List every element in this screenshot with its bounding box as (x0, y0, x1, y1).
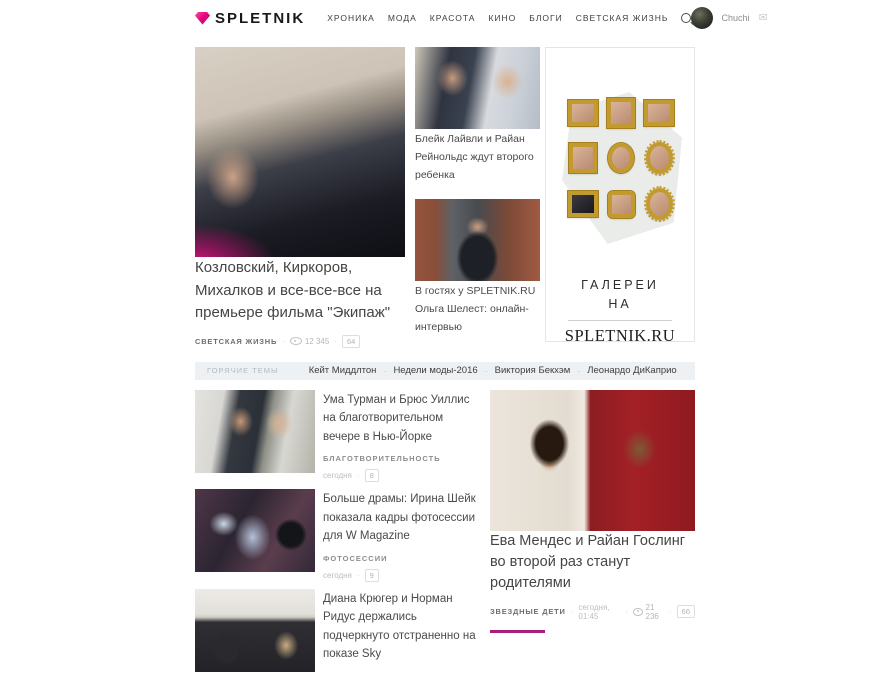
promo-brand-text: SPLETNIK.RU (564, 325, 676, 345)
list-text (323, 390, 480, 483)
topic-victoria-beckham[interactable]: Виктория Бекхэм (494, 365, 571, 376)
portrait-frame-icon (568, 100, 598, 126)
site-logo-text: SPLETNIK (215, 9, 306, 27)
topic-separator: · (383, 365, 387, 376)
list-item (195, 589, 480, 672)
meta-separator: · (625, 607, 628, 617)
list-meta-1 (323, 469, 480, 482)
highlight-meta (490, 603, 695, 621)
promo-line1: ГАЛЕРЕИ (581, 278, 659, 292)
highlight-comments-badge[interactable]: 66 (677, 605, 695, 618)
list-thumb-1[interactable] (195, 390, 315, 473)
eye-icon (633, 608, 643, 616)
promo-caption (546, 276, 694, 346)
user-area (691, 7, 773, 29)
nav-item-society[interactable]: СВЕТСКАЯ ЖИЗНЬ (575, 13, 669, 23)
list-comments-badge-1[interactable]: 8 (365, 469, 379, 482)
meta-separator: · (356, 570, 360, 580)
topic-leonardo-dicaprio[interactable]: Леонардо ДиКаприо (587, 365, 677, 376)
secondary-photo-2[interactable] (415, 199, 540, 281)
list-item (195, 489, 480, 582)
galleries-promo-banner[interactable] (545, 47, 695, 345)
topic-separator: · (577, 365, 581, 376)
secondary-title-1[interactable]: Блейк Лайвли и Райан Рейнольдс ждут второго ребенка (415, 133, 534, 181)
nav-item-beauty[interactable]: КРАСОТА (429, 13, 476, 23)
list-category-2[interactable]: ФОТОСЕССИИ (323, 553, 388, 563)
portrait-frame-icon (646, 142, 673, 174)
portrait-frames-grid (564, 98, 678, 220)
list-date-2: сегодня (323, 570, 352, 580)
portrait-frame-icon (607, 98, 635, 128)
portrait-frame-icon (644, 100, 674, 126)
nav-item-chronicle[interactable]: ХРОНИКА (327, 13, 375, 23)
list-text (323, 489, 480, 582)
hot-topics-bar (195, 362, 695, 380)
list-comments-badge-2[interactable]: 9 (365, 569, 379, 582)
list-thumb-2[interactable] (195, 489, 315, 572)
portrait-frame-icon (568, 191, 598, 217)
meta-separator: · (570, 607, 574, 617)
featured-photo[interactable] (195, 47, 405, 257)
featured-comments-badge[interactable]: 64 (342, 335, 360, 348)
meta-separator: · (334, 336, 337, 346)
avatar[interactable] (691, 7, 713, 29)
site-header (195, 0, 768, 34)
portrait-frame-icon (569, 143, 597, 173)
hot-topics-label: ГОРЯЧИЕ ТЕМЫ (207, 366, 279, 375)
featured-article (195, 47, 405, 348)
list-meta-2 (323, 569, 480, 582)
portrait-frame-icon (608, 191, 635, 218)
username-link[interactable]: Chuchi (721, 13, 750, 23)
highlight-article (490, 390, 695, 679)
featured-views-count: 12 345 (304, 336, 330, 346)
featured-meta (195, 335, 405, 348)
meta-separator: · (668, 607, 672, 617)
meta-separator: · (356, 471, 360, 481)
nav-item-cinema[interactable]: КИНО (488, 13, 517, 23)
nav-item-fashion[interactable]: МОДА (387, 13, 417, 23)
promo-line2: НА (608, 296, 632, 311)
highlight-views-count: 21 236 (645, 602, 659, 621)
secondary-title-2[interactable]: В гостях у SPLETNIK.RU Ольга Шелест: онлайн-интервью (415, 285, 536, 333)
page-container (195, 0, 768, 679)
featured-category[interactable]: СВЕТСКАЯ ЖИЗНЬ (195, 336, 278, 346)
highlight-views (633, 603, 664, 621)
meta-separator: · (282, 336, 285, 346)
secondary-column (415, 47, 540, 348)
highlight-date: сегодня, 01:45 (578, 602, 610, 621)
nav-item-blogs[interactable]: БЛОГИ (529, 13, 563, 23)
topic-kate-middleton[interactable]: Кейт Миддлтон (308, 365, 377, 376)
list-thumb-3[interactable] (195, 589, 315, 672)
list-title-3[interactable]: Диана Крюгер и Норман Ридус держались подчеркнуто отстраненно на показе Sky (323, 592, 476, 661)
envelope-icon[interactable]: ✉ (758, 11, 768, 24)
topic-separator: · (484, 365, 488, 376)
list-item (195, 390, 480, 483)
list-date-1: сегодня (323, 471, 352, 481)
site-logo[interactable] (195, 10, 305, 27)
portrait-frame-icon (608, 143, 634, 173)
highlight-category[interactable]: ЗВЕЗДНЫЕ ДЕТИ (490, 607, 566, 617)
highlight-accent-bar (490, 630, 545, 633)
highlight-photo[interactable] (490, 390, 695, 531)
secondary-photo-1[interactable] (415, 47, 540, 129)
bottom-section (195, 390, 695, 679)
secondary-article (415, 47, 540, 183)
featured-title[interactable]: Козловский, Киркоров, Михалков и все-все-все на премьере фильма "Экипаж" (195, 259, 391, 321)
list-text (323, 589, 480, 672)
highlight-title[interactable]: Ева Мендес и Райан Гослинг во второй раз станут родителями (490, 532, 686, 591)
secondary-article (415, 199, 540, 335)
eye-icon (290, 337, 302, 345)
portrait-frame-icon (646, 188, 673, 220)
topic-fashion-weeks[interactable]: Недели моды-2016 (393, 365, 478, 376)
featured-row (195, 47, 695, 348)
promo-divider (568, 320, 672, 321)
list-title-1[interactable]: Ума Турман и Брюс Уиллис на благотворительном вечере в Нью-Йорке (323, 393, 470, 443)
list-title-2[interactable]: Больше драмы: Ирина Шейк показала кадры фотосессии для W Magazine (323, 493, 476, 543)
list-category-1[interactable]: БЛАГОТВОРИТЕЛЬНОСТЬ (323, 454, 441, 464)
gem-logo-icon (195, 12, 210, 25)
featured-views (290, 337, 329, 346)
search-icon[interactable] (681, 13, 691, 23)
main-nav (327, 13, 668, 23)
article-list (195, 390, 480, 679)
